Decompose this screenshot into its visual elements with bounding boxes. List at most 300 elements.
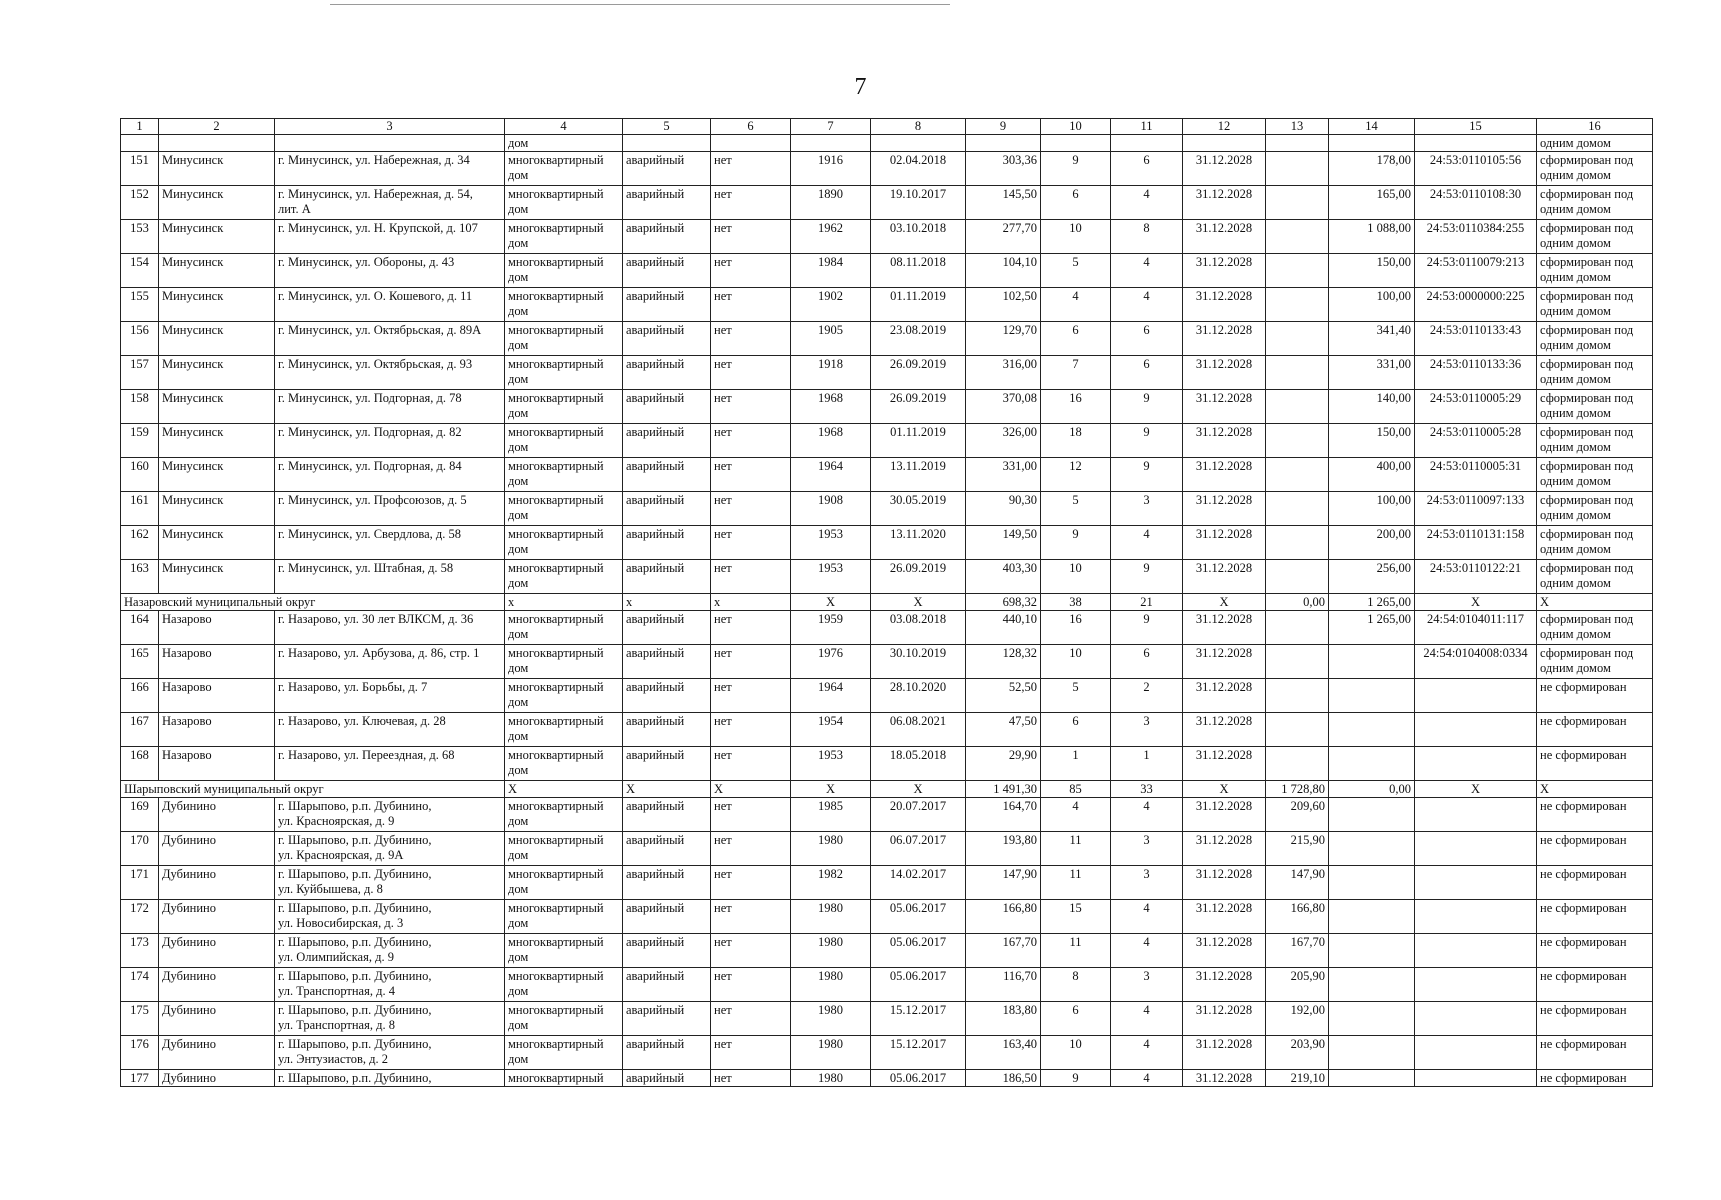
land-status-line1: не сформирован bbox=[1540, 748, 1627, 762]
build-year-line1: 1964 bbox=[818, 680, 843, 694]
build-year bbox=[791, 356, 871, 390]
locality-line1: Минусинск bbox=[162, 561, 224, 575]
building-kind-line2: дом bbox=[508, 202, 529, 216]
building-kind-line2: дом bbox=[508, 338, 529, 352]
area-line1: 166,80 bbox=[1002, 901, 1037, 915]
address bbox=[275, 611, 505, 645]
address-line2: ул. Куйбышева, д. 8 bbox=[278, 882, 383, 896]
building-kind-line2: дом bbox=[508, 916, 529, 930]
relocation-deadline-line1: 31.12.2028 bbox=[1195, 748, 1253, 762]
column-number-16-line1: 16 bbox=[1588, 119, 1601, 133]
column-13-value bbox=[1266, 458, 1329, 492]
column-13-value bbox=[1266, 798, 1329, 832]
table-row bbox=[121, 356, 1653, 390]
building-kind bbox=[505, 288, 623, 322]
build-year bbox=[791, 679, 871, 713]
land-status bbox=[1537, 390, 1653, 424]
area-line1: 149,50 bbox=[1002, 527, 1037, 541]
recognition-date bbox=[871, 424, 966, 458]
building-status-line1: аварийный bbox=[626, 391, 685, 405]
empty-cell bbox=[1183, 135, 1266, 152]
land-area bbox=[1329, 560, 1415, 594]
persons-line1: 5 bbox=[1072, 493, 1079, 507]
build-year-line1: 1980 bbox=[818, 935, 843, 949]
column-number-12-line1: 12 bbox=[1217, 119, 1231, 133]
column-number-6 bbox=[711, 119, 791, 135]
column-13-value bbox=[1266, 152, 1329, 186]
cadastral-number bbox=[1415, 1070, 1537, 1087]
table-row bbox=[121, 390, 1653, 424]
table-row bbox=[121, 288, 1653, 322]
area-line1: 193,80 bbox=[1002, 833, 1037, 847]
cadastral-number bbox=[1415, 866, 1537, 900]
building-kind-line1: многоквартирный bbox=[508, 748, 604, 762]
persons bbox=[1041, 492, 1111, 526]
rooms bbox=[1111, 458, 1183, 492]
area bbox=[966, 832, 1041, 866]
rooms bbox=[1111, 254, 1183, 288]
build-year bbox=[791, 1070, 871, 1087]
locality-line1: Дубинино bbox=[162, 969, 216, 983]
persons-line1: 4 bbox=[1072, 289, 1079, 303]
group-persons-total bbox=[1041, 781, 1111, 798]
locality-line1: Минусинск bbox=[162, 425, 224, 439]
building-status bbox=[623, 458, 711, 492]
column-13-value bbox=[1266, 390, 1329, 424]
persons bbox=[1041, 713, 1111, 747]
building-kind bbox=[505, 798, 623, 832]
building-kind-line2: дом bbox=[508, 1052, 529, 1066]
land-area bbox=[1329, 713, 1415, 747]
address-line1: г. Минусинск, ул. Подгорная, д. 82 bbox=[278, 425, 462, 439]
empty-cell bbox=[121, 135, 159, 152]
address-line1: г. Минусинск, ул. Октябрьская, д. 93 bbox=[278, 357, 473, 371]
address bbox=[275, 186, 505, 220]
table-row bbox=[121, 747, 1653, 781]
flag bbox=[711, 747, 791, 781]
rooms-line1: 9 bbox=[1143, 612, 1150, 626]
rooms-line1: 2 bbox=[1143, 680, 1150, 694]
persons bbox=[1041, 560, 1111, 594]
land-status-line1: сформирован под bbox=[1540, 493, 1634, 507]
relocation-deadline-line1: 31.12.2028 bbox=[1195, 153, 1253, 167]
relocation-deadline bbox=[1183, 866, 1266, 900]
address-line1: г. Назарово, ул. Арбузова, д. 86, стр. 1 bbox=[278, 646, 480, 660]
cadastral-number-line1: 24:53:0110131:158 bbox=[1426, 527, 1525, 541]
group-area-total-line1: 698,32 bbox=[1002, 595, 1037, 609]
group-persons-total bbox=[1041, 594, 1111, 611]
empty-cell bbox=[159, 135, 275, 152]
building-status bbox=[623, 968, 711, 1002]
row-number-line1: 171 bbox=[130, 867, 149, 881]
cadastral-number bbox=[1415, 288, 1537, 322]
building-status bbox=[623, 747, 711, 781]
locality bbox=[159, 832, 275, 866]
locality bbox=[159, 900, 275, 934]
column-13-value bbox=[1266, 645, 1329, 679]
persons bbox=[1041, 832, 1111, 866]
relocation-deadline bbox=[1183, 934, 1266, 968]
building-status-line1: аварийный bbox=[626, 833, 685, 847]
building-kind-line2: дом bbox=[508, 168, 529, 182]
column-number-3-line1: 3 bbox=[386, 119, 393, 133]
rooms bbox=[1111, 934, 1183, 968]
persons bbox=[1041, 934, 1111, 968]
relocation-deadline-line1: 31.12.2028 bbox=[1195, 799, 1253, 813]
flag bbox=[711, 645, 791, 679]
area-line1: 47,50 bbox=[1008, 714, 1037, 728]
recognition-date bbox=[871, 322, 966, 356]
area bbox=[966, 526, 1041, 560]
recognition-date bbox=[871, 900, 966, 934]
locality-line1: Дубинино bbox=[162, 867, 216, 881]
locality bbox=[159, 934, 275, 968]
column-13-value bbox=[1266, 747, 1329, 781]
land-area-line1: 100,00 bbox=[1376, 493, 1411, 507]
area bbox=[966, 288, 1041, 322]
recognition-date-line1: 03.10.2018 bbox=[889, 221, 947, 235]
column-13-value bbox=[1266, 560, 1329, 594]
group-c13-line1: 1 728,80 bbox=[1281, 782, 1325, 796]
building-kind-line1: многоквартирный bbox=[508, 289, 604, 303]
land-area bbox=[1329, 186, 1415, 220]
building-status bbox=[623, 152, 711, 186]
building-kind bbox=[505, 458, 623, 492]
relocation-deadline bbox=[1183, 747, 1266, 781]
building-kind-line2: дом bbox=[508, 882, 529, 896]
group-c5 bbox=[623, 594, 711, 611]
build-year-line1: 1890 bbox=[818, 187, 843, 201]
persons-line1: 6 bbox=[1072, 187, 1079, 201]
persons-line1: 11 bbox=[1069, 935, 1082, 949]
area-line1: 167,70 bbox=[1002, 935, 1037, 949]
land-area-line1: 200,00 bbox=[1376, 527, 1411, 541]
empty-cell bbox=[1415, 135, 1537, 152]
locality bbox=[159, 458, 275, 492]
continuation-kind-line1: дом bbox=[508, 136, 529, 150]
land-area bbox=[1329, 679, 1415, 713]
empty-cell bbox=[1329, 135, 1415, 152]
building-status-line1: аварийный bbox=[626, 459, 685, 473]
column-13-value-line1: 192,00 bbox=[1290, 1003, 1325, 1017]
flag-line1: нет bbox=[714, 646, 732, 660]
land-status bbox=[1537, 186, 1653, 220]
recognition-date-line1: 13.11.2019 bbox=[890, 459, 946, 473]
building-status-line1: аварийный bbox=[626, 714, 685, 728]
land-status bbox=[1537, 254, 1653, 288]
locality-line1: Назарово bbox=[162, 680, 212, 694]
building-kind-line1: многоквартирный bbox=[508, 833, 604, 847]
building-kind-line2: дом bbox=[508, 474, 529, 488]
group-c15 bbox=[1415, 781, 1537, 798]
land-area-line1: 331,00 bbox=[1376, 357, 1411, 371]
flag-line1: нет bbox=[714, 867, 732, 881]
land-status-line1: не сформирован bbox=[1540, 1037, 1627, 1051]
building-kind-line2: дом bbox=[508, 576, 529, 590]
building-kind-line1: многоквартирный bbox=[508, 612, 604, 626]
area-line1: 440,10 bbox=[1002, 612, 1037, 626]
address-line1: г. Минусинск, ул. Набережная, д. 34 bbox=[278, 153, 470, 167]
persons bbox=[1041, 1036, 1111, 1070]
row-number bbox=[121, 866, 159, 900]
address bbox=[275, 492, 505, 526]
column-13-value bbox=[1266, 186, 1329, 220]
land-status-line1: не сформирован bbox=[1540, 680, 1627, 694]
build-year bbox=[791, 220, 871, 254]
area bbox=[966, 152, 1041, 186]
building-status-line1: аварийный bbox=[626, 680, 685, 694]
row-number-line1: 155 bbox=[130, 289, 149, 303]
recognition-date bbox=[871, 560, 966, 594]
persons bbox=[1041, 866, 1111, 900]
row-number-line1: 173 bbox=[130, 935, 149, 949]
land-status-line1: сформирован под bbox=[1540, 323, 1634, 337]
flag bbox=[711, 1036, 791, 1070]
build-year bbox=[791, 390, 871, 424]
group-c8 bbox=[871, 781, 966, 798]
relocation-deadline-line1: 31.12.2028 bbox=[1195, 221, 1253, 235]
flag bbox=[711, 611, 791, 645]
rooms-line1: 3 bbox=[1143, 833, 1150, 847]
building-kind-line1: многоквартирный bbox=[508, 646, 604, 660]
group-c16-line1: Х bbox=[1540, 595, 1550, 609]
building-status bbox=[623, 713, 711, 747]
address bbox=[275, 798, 505, 832]
relocation-deadline-line1: 31.12.2028 bbox=[1195, 867, 1253, 881]
cadastral-number-line1: 24:53:0110122:21 bbox=[1429, 561, 1522, 575]
flag-line1: нет bbox=[714, 901, 732, 915]
flag-line1: нет bbox=[714, 357, 732, 371]
land-area-line1: 256,00 bbox=[1376, 561, 1411, 575]
rooms bbox=[1111, 186, 1183, 220]
relocation-deadline-line1: 31.12.2028 bbox=[1195, 901, 1253, 915]
locality-line1: Минусинск bbox=[162, 221, 224, 235]
recognition-date-line1: 01.11.2019 bbox=[890, 289, 946, 303]
locality bbox=[159, 560, 275, 594]
building-kind-line1: многоквартирный bbox=[508, 221, 604, 235]
building-kind bbox=[505, 1036, 623, 1070]
land-area-line1: 1 265,00 bbox=[1367, 612, 1411, 626]
column-number-2 bbox=[159, 119, 275, 135]
row-number bbox=[121, 560, 159, 594]
cadastral-number-line1: 24:53:0110079:213 bbox=[1426, 255, 1525, 269]
building-kind bbox=[505, 356, 623, 390]
locality bbox=[159, 1070, 275, 1087]
building-kind-line1: многоквартирный bbox=[508, 935, 604, 949]
land-status-line1: не сформирован bbox=[1540, 799, 1627, 813]
group-name-line1: Назаровский муниципальный округ bbox=[124, 595, 316, 609]
building-kind-line2: дом bbox=[508, 542, 529, 556]
land-status-line1: не сформирован bbox=[1540, 714, 1627, 728]
flag bbox=[711, 152, 791, 186]
address bbox=[275, 866, 505, 900]
flag-line1: нет bbox=[714, 289, 732, 303]
build-year bbox=[791, 798, 871, 832]
area bbox=[966, 220, 1041, 254]
area bbox=[966, 611, 1041, 645]
column-number-9-line1: 9 bbox=[999, 119, 1007, 133]
persons bbox=[1041, 288, 1111, 322]
relocation-deadline-line1: 31.12.2028 bbox=[1195, 612, 1253, 626]
flag bbox=[711, 900, 791, 934]
building-kind-line2: дом bbox=[508, 1018, 529, 1032]
relocation-deadline-line1: 31.12.2028 bbox=[1195, 561, 1253, 575]
land-status bbox=[1537, 1002, 1653, 1036]
locality bbox=[159, 1036, 275, 1070]
address bbox=[275, 390, 505, 424]
land-status bbox=[1537, 679, 1653, 713]
relocation-deadline-line1: 31.12.2028 bbox=[1195, 527, 1253, 541]
area-line1: 129,70 bbox=[1002, 323, 1037, 337]
rooms bbox=[1111, 1070, 1183, 1087]
building-kind-line1: многоквартирный bbox=[508, 561, 604, 575]
flag-line1: нет bbox=[714, 221, 732, 235]
build-year bbox=[791, 1002, 871, 1036]
build-year-line1: 1953 bbox=[818, 748, 843, 762]
rooms-line1: 6 bbox=[1143, 646, 1150, 660]
row-number-line1: 165 bbox=[130, 646, 149, 660]
land-status-line1: сформирован под bbox=[1540, 357, 1634, 371]
building-kind bbox=[505, 747, 623, 781]
relocation-deadline bbox=[1183, 832, 1266, 866]
persons bbox=[1041, 679, 1111, 713]
building-status-line1: аварийный bbox=[626, 493, 685, 507]
persons-line1: 18 bbox=[1069, 425, 1082, 439]
row-number-line1: 170 bbox=[130, 833, 149, 847]
area-line1: 116,70 bbox=[1003, 969, 1037, 983]
area bbox=[966, 560, 1041, 594]
address-line1: г. Шарыпово, р.п. Дубинино, bbox=[278, 799, 432, 813]
empty-cell bbox=[871, 135, 966, 152]
recognition-date bbox=[871, 1002, 966, 1036]
locality bbox=[159, 152, 275, 186]
land-status bbox=[1537, 1070, 1653, 1087]
table-row bbox=[121, 900, 1653, 934]
building-status bbox=[623, 1036, 711, 1070]
column-number-10 bbox=[1041, 119, 1111, 135]
area bbox=[966, 390, 1041, 424]
land-status-line1: сформирован под bbox=[1540, 646, 1634, 660]
flag bbox=[711, 458, 791, 492]
build-year-line1: 1968 bbox=[818, 425, 843, 439]
building-status bbox=[623, 424, 711, 458]
column-13-value bbox=[1266, 1070, 1329, 1087]
locality-line1: Минусинск bbox=[162, 357, 224, 371]
group-c8-line1: Х bbox=[913, 595, 923, 609]
group-rooms-total bbox=[1111, 594, 1183, 611]
locality-line1: Дубинино bbox=[162, 1037, 216, 1051]
relocation-deadline-line1: 31.12.2028 bbox=[1195, 680, 1253, 694]
area-line1: 164,70 bbox=[1002, 799, 1037, 813]
group-area-total-line1: 1 491,30 bbox=[993, 782, 1037, 796]
building-kind-line1: многоквартирный bbox=[508, 1071, 604, 1085]
land-status bbox=[1537, 322, 1653, 356]
build-year-line1: 1905 bbox=[818, 323, 843, 337]
building-status bbox=[623, 679, 711, 713]
locality-line1: Минусинск bbox=[162, 187, 224, 201]
cadastral-number bbox=[1415, 152, 1537, 186]
flag bbox=[711, 560, 791, 594]
land-area-line1: 150,00 bbox=[1376, 425, 1411, 439]
address bbox=[275, 1002, 505, 1036]
cadastral-number bbox=[1415, 747, 1537, 781]
building-kind-line1: многоквартирный bbox=[508, 527, 604, 541]
address-line1: г. Минусинск, ул. Подгорная, д. 78 bbox=[278, 391, 462, 405]
build-year-line1: 1954 bbox=[818, 714, 843, 728]
recognition-date bbox=[871, 288, 966, 322]
build-year-line1: 1980 bbox=[818, 969, 843, 983]
area bbox=[966, 254, 1041, 288]
land-area bbox=[1329, 220, 1415, 254]
column-number-3 bbox=[275, 119, 505, 135]
address-line1: г. Минусинск, ул. Октябрьская, д. 89А bbox=[278, 323, 482, 337]
land-area bbox=[1329, 1070, 1415, 1087]
group-c14 bbox=[1329, 594, 1415, 611]
rooms bbox=[1111, 1002, 1183, 1036]
rooms-line1: 4 bbox=[1143, 289, 1150, 303]
rooms-line1: 3 bbox=[1143, 969, 1150, 983]
area-line1: 331,00 bbox=[1002, 459, 1037, 473]
group-c15-line1: Х bbox=[1470, 595, 1481, 609]
building-status-line1: аварийный bbox=[626, 221, 685, 235]
building-kind bbox=[505, 560, 623, 594]
building-status-line1: аварийный bbox=[626, 867, 685, 881]
locality-line1: Дубинино bbox=[162, 935, 216, 949]
recognition-date-line1: 26.09.2019 bbox=[889, 357, 947, 371]
empty-cell bbox=[711, 135, 791, 152]
relocation-deadline bbox=[1183, 611, 1266, 645]
group-persons-total-line1: 38 bbox=[1069, 595, 1082, 609]
empty-cell bbox=[966, 135, 1041, 152]
building-status bbox=[623, 220, 711, 254]
locality bbox=[159, 186, 275, 220]
land-status-line2: одним домом bbox=[1540, 270, 1611, 284]
rooms-line1: 4 bbox=[1143, 1071, 1150, 1085]
recognition-date bbox=[871, 458, 966, 492]
area-line1: 128,32 bbox=[1002, 646, 1037, 660]
column-13-value bbox=[1266, 900, 1329, 934]
land-area bbox=[1329, 934, 1415, 968]
column-13-value bbox=[1266, 1002, 1329, 1036]
building-status-line1: аварийный bbox=[626, 935, 685, 949]
building-kind bbox=[505, 254, 623, 288]
flag-line1: нет bbox=[714, 493, 732, 507]
row-number-line1: 176 bbox=[130, 1037, 149, 1051]
land-status-line2: одним домом bbox=[1540, 508, 1611, 522]
building-kind-line2: дом bbox=[508, 763, 529, 777]
rooms bbox=[1111, 492, 1183, 526]
flag-line1: нет bbox=[714, 425, 732, 439]
rooms bbox=[1111, 424, 1183, 458]
rooms bbox=[1111, 747, 1183, 781]
build-year-line1: 1980 bbox=[818, 901, 843, 915]
continuation-kind bbox=[505, 135, 623, 152]
land-area bbox=[1329, 458, 1415, 492]
land-area bbox=[1329, 492, 1415, 526]
area bbox=[966, 356, 1041, 390]
building-status bbox=[623, 866, 711, 900]
flag-line1: нет bbox=[714, 323, 732, 337]
row-number-line1: 172 bbox=[130, 901, 149, 915]
cadastral-number bbox=[1415, 798, 1537, 832]
persons-line1: 9 bbox=[1072, 527, 1079, 541]
column-number-7-line1: 7 bbox=[827, 119, 834, 133]
recognition-date bbox=[871, 747, 966, 781]
row-number-line1: 168 bbox=[130, 748, 149, 762]
land-status bbox=[1537, 968, 1653, 1002]
recognition-date bbox=[871, 152, 966, 186]
address-line1: г. Минусинск, ул. Подгорная, д. 84 bbox=[278, 459, 462, 473]
